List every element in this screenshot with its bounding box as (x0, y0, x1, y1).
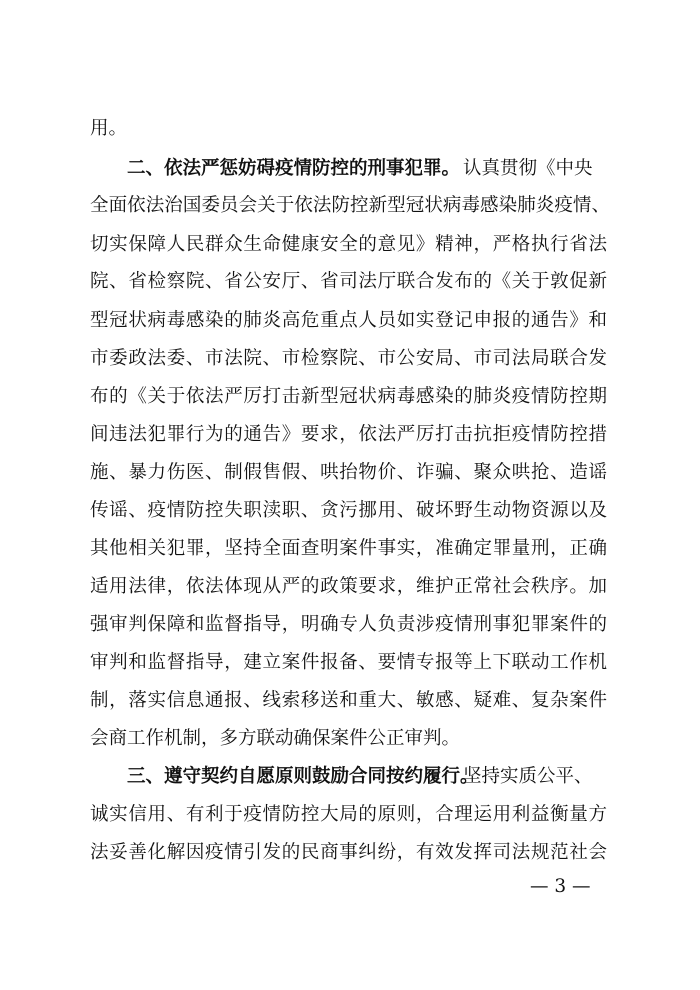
text-line (0, 344, 700, 374)
text-line (0, 838, 700, 868)
text-line (0, 496, 700, 526)
section-2-line: 制，落实信息通报、线索移送和重大、敏感、疑难、复杂案件 (90, 690, 607, 711)
section-heading-line (0, 762, 700, 792)
text-line (0, 114, 700, 144)
section-2-line: 施、暴力伤医、制假售假、哄抬物价、诈骗、聚众哄抢、造谣 (90, 462, 607, 483)
section-heading-line (0, 154, 700, 184)
section-2-line: 认真贯彻《中央 (463, 158, 593, 179)
section-2-line: 切实保障人民群众生命健康安全的意见》精神，严格执行省法 (90, 234, 607, 255)
section-3-line: 坚持实质公平、 (463, 766, 593, 787)
section-2-line: 间违法犯罪行为的通告》要求，依法严厉打击抗拒疫情防控措 (90, 424, 607, 445)
section-2-line: 全面依法治国委员会关于依法防控新型冠状病毒感染肺炎疫情、 (90, 195, 610, 216)
page-number: — 3 — (530, 876, 591, 897)
text-line (0, 267, 700, 297)
section-2-line: 传谣、疫情防控失职渎职、贪污挪用、破坏野生动物资源以及 (90, 500, 607, 521)
text-line (0, 306, 700, 336)
text-line (0, 382, 700, 412)
section-3-line: 诚实信用、有利于疫情防控大局的原则，合理运用利益衡量方 (90, 804, 607, 825)
section-2-line: 会商工作机制，多方联动确保案件公正审判。 (90, 728, 461, 749)
section-2-line: 市委政法委、市法院、市检察院、市公安局、市司法局联合发 (90, 348, 607, 369)
section-3-line: 法妥善化解因疫情引发的民商事纠纷，有效发挥司法规范社会 (90, 842, 607, 863)
section-3-heading: 三、遵守契约自愿原则鼓励合同按约履行。 (127, 766, 479, 787)
text-line (0, 534, 700, 564)
text-line (0, 800, 700, 830)
text-line (0, 610, 700, 640)
text-line (0, 458, 700, 488)
text-line (0, 724, 700, 754)
text-line (0, 686, 700, 716)
text-line (0, 230, 700, 260)
section-2-line: 布的《关于依法严厉打击新型冠状病毒感染的肺炎疫情防控期 (90, 386, 607, 407)
text-line (0, 420, 700, 450)
text-line (0, 648, 700, 678)
section-2-line: 审判和监督指导，建立案件报备、要情专报等上下联动工作机 (90, 652, 607, 673)
section-2-line: 适用法律，依法体现从严的政策要求，维护正常社会秩序。加 (90, 576, 607, 597)
section-2-line: 强审判保障和监督指导，明确专人负责涉疫情刑事犯罪案件的 (90, 614, 607, 635)
section-2-line: 院、省检察院、省公安厅、省司法厅联合发布的《关于敦促新 (90, 271, 607, 292)
section-2-heading: 二、依法严惩妨碍疫情防控的刑事犯罪。 (127, 158, 461, 179)
text-line (0, 572, 700, 602)
paragraph-fragment-line: 用。 (90, 118, 128, 139)
section-2-line: 型冠状病毒感染的肺炎高危重点人员如实登记申报的通告》和 (90, 310, 607, 331)
text-line (0, 191, 700, 221)
section-2-line: 其他相关犯罪，坚持全面查明案件事实，准确定罪量刑，正确 (90, 538, 607, 559)
